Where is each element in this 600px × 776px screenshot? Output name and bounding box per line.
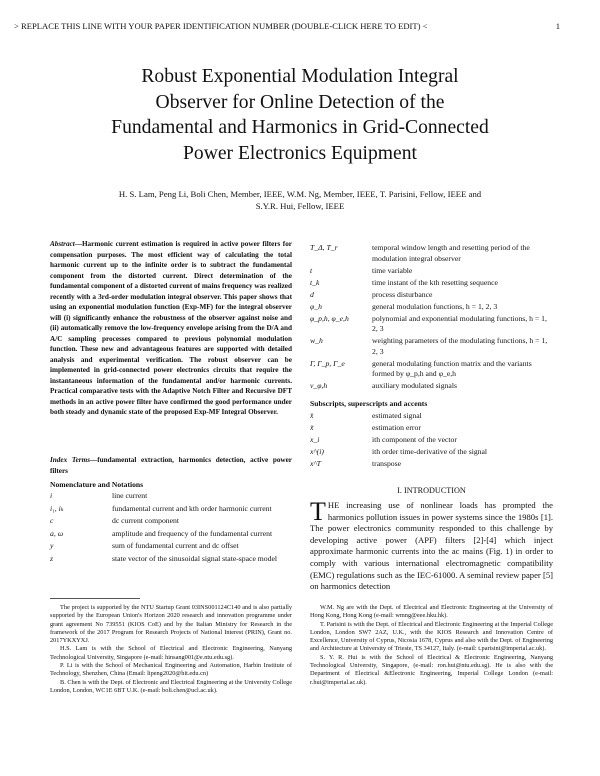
accent-row	[310, 411, 553, 422]
nomenclature-row	[50, 541, 292, 552]
nomenclature-desc: auxiliary modulated signals	[372, 381, 457, 390]
nomenclature-desc: process disturbance	[372, 289, 433, 299]
nomenclature-symbol: t_k	[310, 277, 320, 287]
nomenclature-symbol: i₁, iₖ	[50, 503, 64, 513]
nomenclature-row	[50, 504, 292, 515]
nomenclature-row	[50, 491, 292, 502]
index-terms-text: —fundamental extraction, harmonics detection, active power filters	[50, 456, 293, 475]
accent-symbol: x_i	[310, 434, 320, 444]
subscripts-heading: Subscripts, superscripts and accents	[310, 398, 428, 408]
title-line-2: Observer for Online Detection of the	[155, 91, 445, 113]
accent-row	[310, 435, 553, 446]
nomenclature-symbol: Γ, Γ_p, Γ_e	[310, 358, 345, 368]
nomenclature-heading: Nomenclature and Notations	[50, 480, 144, 489]
nomenclature-symbol: φ_h	[310, 301, 322, 311]
footnotes-right	[310, 604, 553, 687]
nomenclature-desc: sum of fundamental current and dc offset	[112, 541, 239, 550]
footnote: B. Chen is with the Dept. of Electronic and Electrical Engineering at the University College London, London, WC1E 6BT U.K. (e-mail: boli.chen@ucl.ac.uk).	[50, 678, 292, 694]
running-head-text: > REPLACE THIS LINE WITH YOUR PAPER IDENTIFICATION NUMBER (DOUBLE-CLICK HERE TO EDIT) <	[14, 21, 428, 31]
nomenclature-desc: polynomial and exponential modulating functions, h = 1, 2, 3	[372, 313, 547, 333]
nomenclature-right	[310, 243, 553, 471]
nomenclature-symbol: y	[50, 541, 54, 550]
nomenclature-symbol: v_φ,h	[310, 381, 328, 390]
index-terms	[50, 455, 292, 476]
accent-desc: estimation error	[372, 422, 421, 432]
abstract-label: Abstract	[50, 240, 75, 248]
accent-symbol: x̃	[310, 422, 314, 432]
accent-row	[310, 423, 553, 434]
title-line-4: Power Electronics Equipment	[183, 142, 417, 164]
footnote: H.S. Lam is with the School of Electrical and Electronic Engineering, Nanyang Technological University, Singapore (e-mail: hinsang001@e.ntu.edu.sg).	[50, 645, 292, 661]
accent-desc: estimated signal	[372, 410, 422, 420]
nomenclature-row	[50, 554, 292, 565]
accent-desc: ith component of the vector	[372, 434, 457, 444]
nomenclature-symbol: z	[50, 553, 53, 563]
index-terms-label: Index Terms	[50, 456, 90, 464]
nomenclature-desc: line current	[112, 491, 148, 500]
nomenclature-row	[310, 336, 553, 357]
footnotes-left	[50, 604, 292, 695]
footnote: W.M. Ng are with the Dept. of Electrical and Electronic Engineering at the University of Hong Kong, Hong Kong (e-mail: wmng@eee.hku.hk).	[310, 604, 553, 620]
drop-cap: T	[310, 497, 326, 526]
introduction-text: HE increasing use of nonlinear loads has prompted the harmonics pollution issues in power systems since the 1980s [1]. The power electronics community responded to this challenge by developing active power (APF) filters [2]-[4] which inject approximate harmonic currents into the ac mains (Fig. 1) in order to comply with various international electromagnetic compatibility (EMC) regulations such as the IEC-61000. A seminal review paper [5] on harmonics detection	[310, 500, 553, 592]
nomenclature-symbol: c	[50, 516, 54, 525]
nomenclature-row	[310, 359, 553, 380]
nomenclature-desc: general modulating function matrix and the variants formed by φ_p,h and φ_e,h	[372, 358, 532, 378]
nomenclature-left	[50, 480, 292, 566]
nomenclature-symbol: w_h	[310, 336, 323, 345]
nomenclature-symbol: a, ω	[50, 528, 64, 538]
footnote-rule-left	[50, 598, 140, 599]
author-line-1: H. S. Lam, Peng Li, Boli Chen, Member, IEEE, W.M. Ng, Member, IEEE, T. Parisini, Fellow, IEEE and	[118, 189, 482, 199]
nomenclature-symbol: d	[310, 289, 314, 299]
nomenclature-row	[310, 314, 553, 335]
paper-title	[40, 64, 560, 166]
accent-row	[310, 459, 553, 470]
abstract	[50, 239, 292, 418]
nomenclature-symbol: i	[50, 491, 53, 500]
nomenclature-row	[310, 266, 553, 277]
nomenclature-row	[50, 529, 292, 540]
nomenclature-desc: amplitude and frequency of the fundamental current	[112, 528, 273, 538]
nomenclature-row	[310, 381, 553, 392]
nomenclature-row	[310, 278, 553, 289]
nomenclature-desc: temporal window length and resetting period of the modulation integral observer	[372, 243, 530, 263]
author-line-2: S.Y.R. Hui, Fellow, IEEE	[255, 201, 345, 211]
accent-symbol: x^(i)	[310, 446, 324, 456]
footnote: The project is supported by the NTU Startup Grant 03INS001124C140 and is also partially supported by the European Union's Horizon 2020 research and innovation programme under grant agreement No 739551 (KIOS CoE) and by the Italian Ministry for Research in the framework of the 2017 Program for Research Projects of National Interest (PRIN), Grant no. 2017YKXYXJ.	[50, 604, 292, 645]
accent-row	[310, 447, 553, 458]
running-header	[14, 21, 560, 31]
footnote: P. Li is with the School of Mechanical Engineering and Automation, Harbin Institute of Technology, Shenzhen, China (Email: lipeng2020@hit.edu.cn)	[50, 662, 292, 678]
nomenclature-desc: dc current component	[112, 516, 180, 525]
nomenclature-row	[310, 302, 553, 313]
author-list	[40, 188, 560, 212]
accent-desc: ith order time-derivative of the signal	[372, 446, 488, 456]
nomenclature-row	[50, 516, 292, 527]
accent-symbol: x̂	[310, 410, 314, 420]
introduction-text-block	[310, 497, 553, 593]
nomenclature-desc: weighting parameters of the modulating functions, h = 1, 2, 3	[372, 336, 548, 356]
nomenclature-desc: time instant of the kth resetting sequence	[372, 277, 498, 287]
footnote: S. Y. R. Hui is with the School of Electrical & Electronic Engineering, Nanyang Technological University, Singapore, (e-mail: ron.hui@ntu.edu.sg). He is also with the Department of Electrical &Electronic Engineering, Imperial College London (e-mail: r.hui@imperial.ac.uk).	[310, 653, 553, 686]
footnote: T. Parisini is with the Dept. of Electrical and Electronic Engineering at the Imperial College London, London SW7 2AZ, U.K., with the KIOS Research and Innovation Centre of Excellence, University of Cyprus, Nicosia 1678, Cyprus and also with the Dept. of Engineering and Architecture at University of Trieste, TS 34127, Italy. (e-mail: t.parisini@imperial.ac.uk).	[310, 620, 553, 653]
nomenclature-symbol: t	[310, 265, 313, 275]
nomenclature-desc: state vector of the sinusoidal signal state-space model	[112, 553, 278, 563]
nomenclature-row	[310, 290, 553, 301]
nomenclature-desc: fundamental current and kth order harmonic current	[112, 503, 272, 513]
nomenclature-row	[310, 243, 553, 264]
page-number: 1	[555, 21, 560, 31]
title-line-3: Fundamental and Harmonics in Grid-Connected	[111, 117, 489, 139]
accent-desc: transpose	[372, 458, 402, 468]
introduction-heading: I. INTRODUCTION	[397, 486, 466, 495]
title-line-1: Robust Exponential Modulation Integral	[141, 66, 459, 87]
nomenclature-desc: general modulation functions, h = 1, 2, 3	[372, 301, 498, 311]
nomenclature-desc: time variable	[372, 265, 413, 275]
abstract-text: —Harmonic current estimation is required in active power filters for compensation purposes. The most efficient way of calculating the total harmonic current up to the infinite order is to subtract the fundamental component from the distorted current. Direct determination of the fundamental component of a distorted current of mains frequency was realized recently with a 3rd-order modulation integral observer. This paper shows that using an exponential modulation function (Exp-MF) for the integral observer will (i) significantly enhance the robustness of the observer against noise and (ii) automatically remove the low-frequency envelope arising from the D/A and A/C sampling processes compared to previous polynomial modulation function. These new and advantageous features are supported with detailed analysis and experimental verification. The robust observer can be implemented in grid-connected power electronics circuits that require the instantaneous information of the fundamental and/or harmonic currents. Practical comparative tests with the Adaptive Notch Filter and Recursive DFT methods in an active power filter have confirmed the good performance under both steady and dynamic state of the proposed Exp-MF Integral Observer.	[50, 240, 292, 416]
accent-symbol: x^T	[310, 458, 321, 468]
nomenclature-symbol: T_Δ, T_r	[310, 243, 338, 252]
nomenclature-symbol: φ_p,h, φ_e,h	[310, 313, 349, 323]
